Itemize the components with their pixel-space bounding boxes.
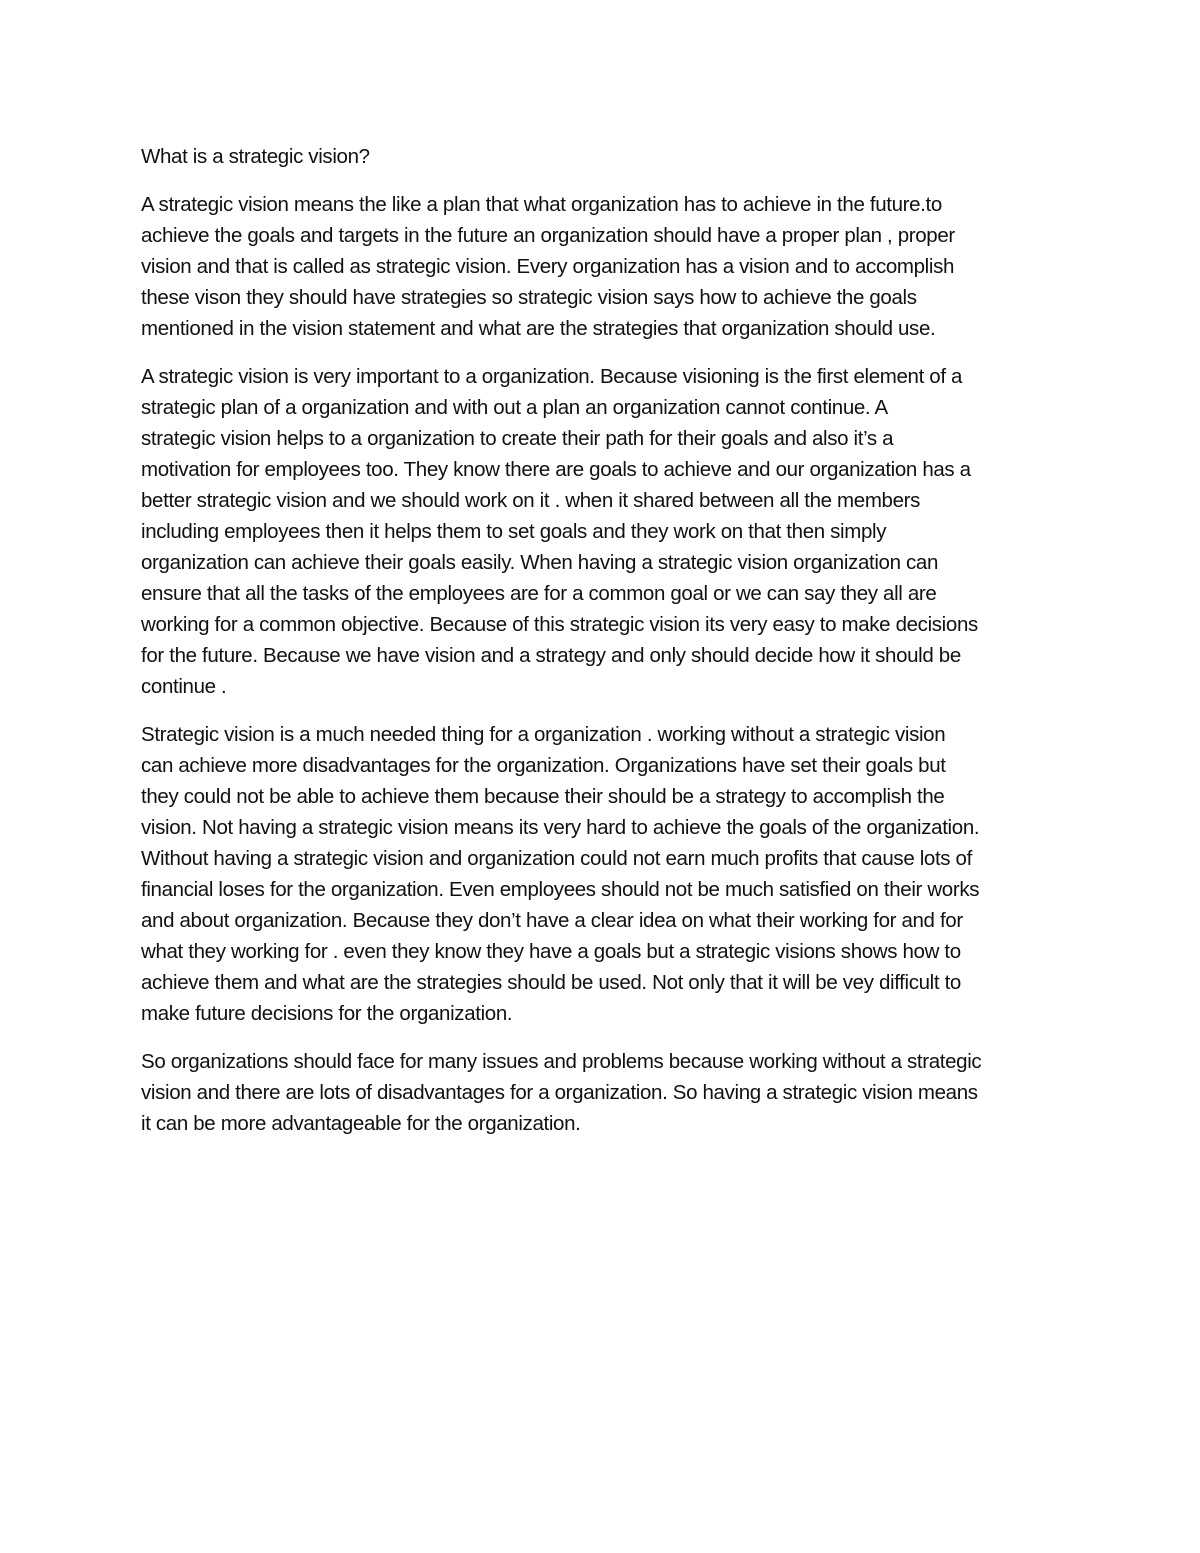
paragraph-line: achieve the goals and targets in the future an organization should have a proper plan , proper	[141, 224, 955, 247]
paragraph-line: strategic plan of a organization and with out a plan an organization cannot continue. A	[141, 396, 888, 419]
paragraph-line: ensure that all the tasks of the employees are for a common goal or we can say they all are	[141, 582, 937, 605]
paragraph-line: Strategic vision is a much needed thing for a organization . working without a strategic vision	[141, 723, 946, 746]
paragraph-line: can achieve more disadvantages for the organization. Organizations have set their goals but	[141, 754, 946, 777]
paragraph-line: it can be more advantageable for the organization.	[141, 1112, 581, 1135]
paragraph-line: vision. Not having a strategic vision means its very hard to achieve the goals of the organization.	[141, 816, 980, 839]
paragraph-line: A strategic vision is very important to a organization. Because visioning is the first element of a	[141, 365, 963, 388]
document-body	[141, 141, 1066, 1156]
paragraph-line: So organizations should face for many issues and problems because working without a strategic	[141, 1050, 982, 1073]
paragraph-line: achieve them and what are the strategies should be used. Not only that it will be vey difficult to	[141, 971, 961, 994]
paragraph-line: what they working for . even they know they have a goals but a strategic visions shows how to	[141, 940, 961, 963]
paragraph-3	[141, 719, 1066, 1029]
paragraph-2	[141, 361, 1066, 702]
paragraph-line: continue .	[141, 675, 227, 698]
paragraph-line: make future decisions for the organization.	[141, 1002, 513, 1025]
paragraph-line: organization can achieve their goals easily. When having a strategic vision organization can	[141, 551, 939, 574]
paragraph-line: these vison they should have strategies so strategic vision says how to achieve the goals	[141, 286, 917, 309]
paragraph-1	[141, 189, 1066, 344]
document-title: What is a strategic vision?	[141, 145, 370, 168]
paragraph-line: and about organization. Because they don’t have a clear idea on what their working for and for	[141, 909, 963, 932]
paragraph-line: working for a common objective. Because of this strategic vision its very easy to make decisions	[141, 613, 978, 636]
paragraph-line: vision and there are lots of disadvantages for a organization. So having a strategic vision means	[141, 1081, 978, 1104]
paragraph-line: Without having a strategic vision and organization could not earn much profits that cause lots of	[141, 847, 972, 870]
paragraph-line: better strategic vision and we should work on it . when it shared between all the members	[141, 489, 921, 512]
paragraph-container	[141, 189, 1066, 1139]
paragraph-line: including employees then it helps them to set goals and they work on that then simply	[141, 520, 887, 543]
paragraph-line: strategic vision helps to a organization to create their path for their goals and also it’s a	[141, 427, 894, 450]
paragraph-line: motivation for employees too. They know there are goals to achieve and our organization has a	[141, 458, 971, 481]
paragraph-line: A strategic vision means the like a plan that what organization has to achieve in the future.to	[141, 193, 942, 216]
paragraph-line: vision and that is called as strategic vision. Every organization has a vision and to accomplish	[141, 255, 955, 278]
paragraph-line: for the future. Because we have vision and a strategy and only should decide how it should be	[141, 644, 961, 667]
paragraph-line: financial loses for the organization. Even employees should not be much satisfied on their works	[141, 878, 980, 901]
paragraph-4	[141, 1046, 1066, 1139]
paragraph-line: they could not be able to achieve them because their should be a strategy to accomplish the	[141, 785, 945, 808]
paragraph-line: mentioned in the vision statement and what are the strategies that organization should use.	[141, 317, 936, 340]
